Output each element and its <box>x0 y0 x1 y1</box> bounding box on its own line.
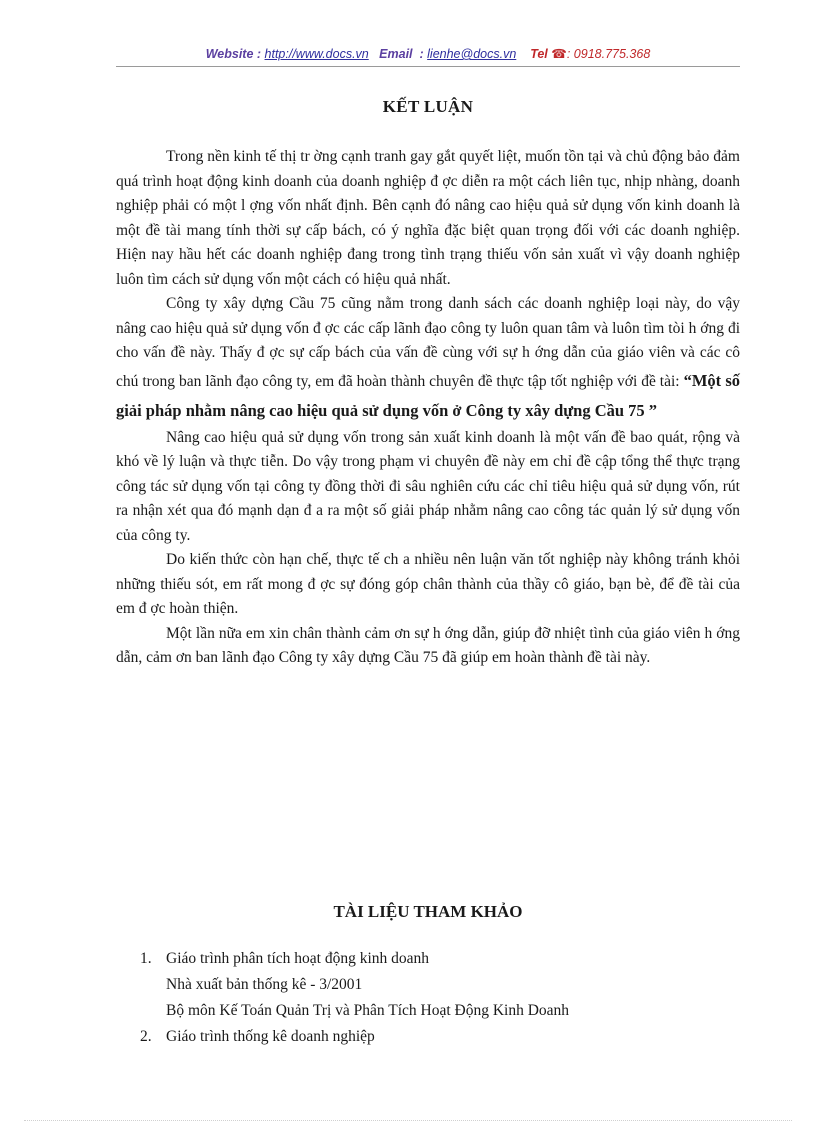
reference-line: Giáo trình thống kê doanh nghiệp <box>166 1028 375 1045</box>
email-label: Email <box>379 47 413 61</box>
conclusion-body <box>116 145 740 671</box>
phone-icon: ☎ <box>551 47 567 61</box>
reference-item <box>140 1024 740 1050</box>
reference-number: 1. <box>140 950 152 967</box>
reference-number: 2. <box>140 1028 152 1045</box>
email-link[interactable]: lienhe@docs.vn <box>427 47 517 61</box>
tel-value: : 0918.775.368 <box>566 47 651 61</box>
email-separator: : <box>419 47 424 61</box>
tel-label: Tel <box>530 47 548 61</box>
reference-line: Nhà xuất bản thống kê - 3/2001 <box>166 976 363 993</box>
header-divider <box>116 66 740 67</box>
paragraph-3: Nâng cao hiệu quả sử dụng vốn trong sản xuất kinh doanh là một vấn đề bao quát, rộng và khó về lý luận và thực tiễn. Do vậy trong phạm vi chuyên đề này em chỉ đề cập tổng thể thực trạng công tác sử dụng vốn tại công ty đồng thời đi sâu nghiên cứu các chỉ tiêu hiệu quả sử dụng vốn, rút ra nhận xét qua đó mạnh dạn đ a ra một số giải pháp nhằm nâng cao công tác quản lý sử dụng vốn của công ty. <box>116 428 740 544</box>
reference-line: Bộ môn Kế Toán Quản Trị và Phân Tích Hoạt Động Kinh Doanh <box>166 1002 570 1019</box>
footer-divider <box>24 1120 792 1121</box>
website-label: Website : <box>205 47 262 61</box>
paragraph-4: Do kiến thức còn hạn chế, thực tế ch a nhiều nên luận văn tốt nghiệp này không tránh khỏi những thiếu sót, em rất mong đ ợc sự đóng góp chân thành của thầy cô giáo, bạn bè, để đề tài của em đ ợc hoàn thiện. <box>116 551 740 617</box>
paragraph-5: Một lần nữa em xin chân thành cảm ơn sự h ớng dẫn, giúp đỡ nhiệt tình của giáo viên h ớng dẫn, cảm ơn ban lãnh đạo Công ty xây dựng Cầu 75 đã giúp em hoàn thành đề tài này. <box>116 624 740 666</box>
website-link[interactable]: http://www.docs.vn <box>264 47 369 61</box>
paragraph-1: Trong nền kinh tế thị tr ờng cạnh tranh gay gắt quyết liệt, muốn tồn tại và chủ động bảo đảm quá trình hoạt động kinh doanh của doanh nghiệp đ ợc diễn ra một cách liên tục, nhịp nhàng, doanh nghiệp phải có một l ợng vốn nhất định. Bên cạnh đó nâng cao hiệu quả sử dụng vốn kinh doanh là một đề tài mang tính thời sự cấp bách, có ý nghĩa đặc biệt quan trọng đối với các doanh nghiệp. Hiện nay hầu hết các doanh nghiệp đang trong tình trạng thiếu vốn sản xuất vì vậy doanh nghiệp luôn tìm cách sử dụng vốn một cách có hiệu quả nhất. <box>116 148 740 288</box>
references-title: TÀI LIỆU THAM KHẢO <box>333 902 523 921</box>
paragraph-2 <box>116 292 740 426</box>
references-list <box>140 946 740 1050</box>
paragraph-2-text: Công ty xây dựng Cầu 75 cũng nằm trong danh sách các doanh nghiệp loại này, do vậy nâng cao hiệu quả sử dụng vốn đ ợc các cấp lãnh đạo công ty luôn quan tâm và luôn tìm tòi h ớng đi cho vấn đề này. Thấy đ ợc sự cấp bách của vấn đề cùng với sự h ớng dẫn của giáo viên và các cô chú trong ban lãnh đạo công ty, em đã hoàn thành chuyên đề thực tập tốt nghiệp với đề tài: <box>116 295 740 390</box>
thesis-title: “Một số giải pháp nhằm nâng cao hiệu quả sử dụng vốn ở Công ty xây dựng Cầu 75 ” <box>116 370 740 420</box>
reference-line: Giáo trình phân tích hoạt động kinh doanh <box>166 950 430 967</box>
conclusion-title: KẾT LUẬN <box>382 97 474 116</box>
reference-item <box>140 946 740 1024</box>
page-header <box>116 46 740 66</box>
